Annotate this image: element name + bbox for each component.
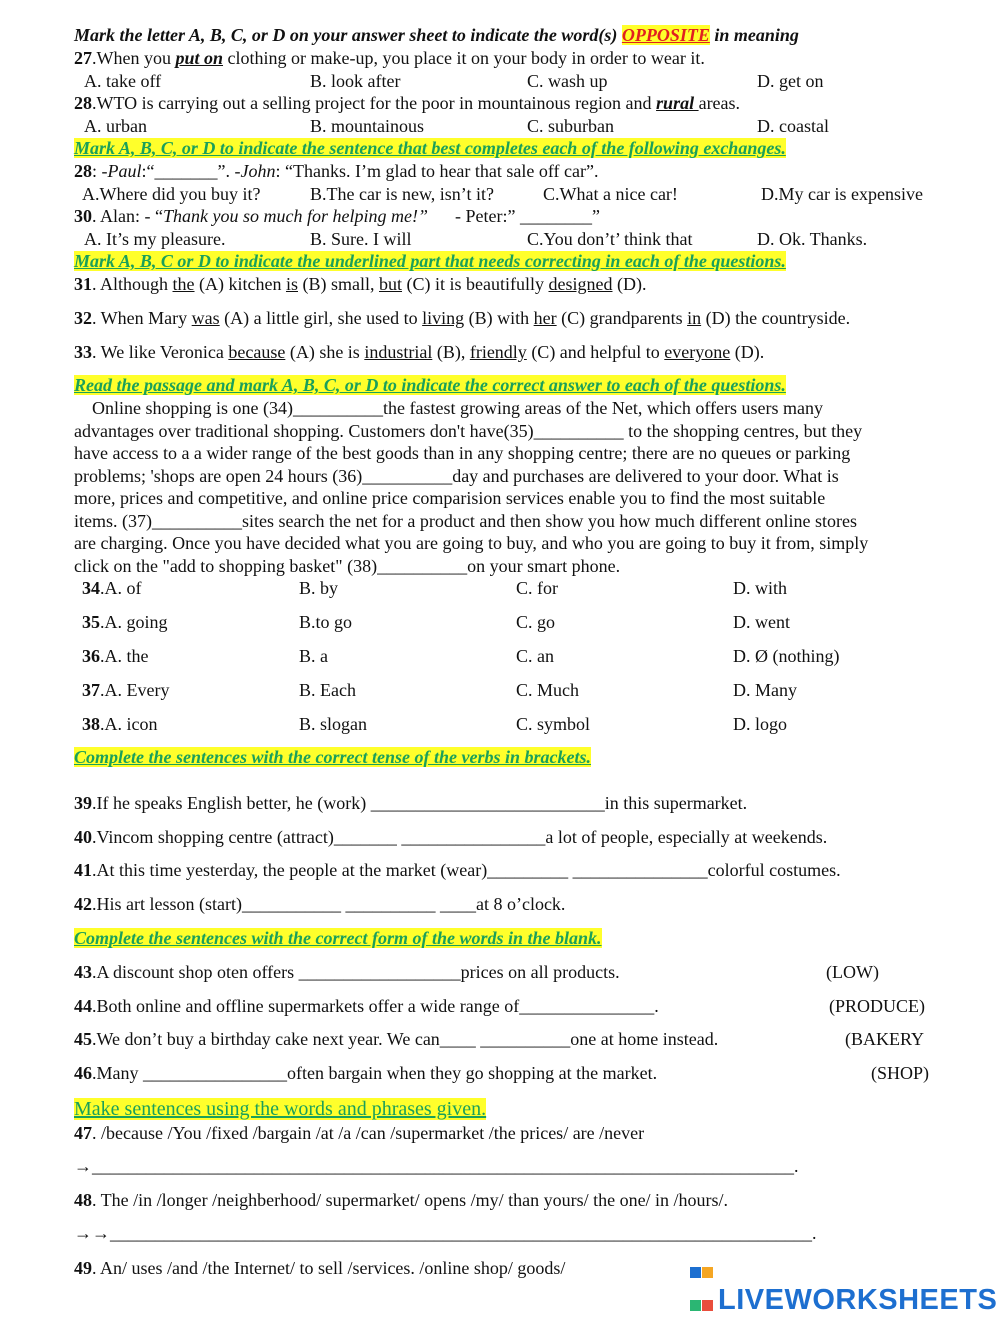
question-44[interactable]: 44.Both online and offline supermarkets offer a wide range of_______________. [74, 996, 659, 1016]
question-49: 49. An/ uses /and /the Internet/ to sell /services. /online shop/ goods/ [74, 1258, 566, 1278]
q27-option-b[interactable]: B. look after [310, 71, 401, 91]
section-header-word-form: Complete the sentences with the correct form of the words in the blank. [74, 928, 602, 948]
q35-option-b[interactable]: B.to go [299, 612, 353, 632]
question-43[interactable]: 43.A discount shop oten offers __________________prices on all products. [74, 962, 620, 982]
question-27: 27.When you put on clothing or make-up, you place it on your body in order to wear it. [74, 48, 705, 68]
section-header-opposite: Mark the letter A, B, C, or D on your answer sheet to indicate the word(s) OPPOSITE in meaning [74, 25, 799, 45]
section-header-passage: Read the passage and mark A, B, C, or D to indicate the correct answer to each of the questions. [74, 375, 786, 395]
passage-line: advantages over traditional shopping. Customers don't have(35)__________ to the shopping centres, but they [74, 421, 863, 441]
q37-option-b[interactable]: B. Each [299, 680, 356, 700]
q37-option-d[interactable]: D. Many [733, 680, 797, 700]
q29-option-a[interactable]: A.Where did you buy it? [82, 184, 261, 204]
q38-option-b[interactable]: B. slogan [299, 714, 368, 734]
question-45[interactable]: 45.We don’t buy a birthday cake next year. We can____ __________one at home instead. [74, 1029, 719, 1049]
q30-option-d[interactable]: D. Ok. Thanks. [757, 229, 868, 249]
q28-option-c[interactable]: C. suburban [527, 116, 614, 136]
q30-option-c[interactable]: C.You don’t’ think that [527, 229, 693, 249]
section-header-verbs: Complete the sentences with the correct tense of the verbs in brackets. [74, 747, 591, 767]
passage-line: click on the "add to shopping basket" (38)__________on your smart phone. [74, 556, 621, 576]
passage-line: have access to a a wider range of the best goods than in any shopping centre; there are no queues or parking [74, 443, 851, 463]
liveworksheets-logo-icon [690, 1254, 714, 1278]
q30-option-b[interactable]: B. Sure. I will [310, 229, 412, 249]
question-48: 48. The /in /longer /neighberhood/ supermarket/ opens /my/ than yours/ the one/ in /hours/. [74, 1190, 729, 1210]
q29-option-d[interactable]: D.My car is expensive [761, 184, 923, 204]
q35-option-c[interactable]: C. go [516, 612, 556, 632]
question-29: 28: -Paul:“_______”. -John: “Thanks. I’m glad to hear that sale off car”. [74, 161, 599, 181]
q38-option-c[interactable]: C. symbol [516, 714, 591, 734]
q35-option-d[interactable]: D. went [733, 612, 790, 632]
section-header-correcting: Mark A, B, C or D to indicate the underlined part that needs correcting in each of the questions. [74, 251, 786, 271]
question-31: 31. Although the (A) kitchen is (B) small, but (C) it is beautifully designed (D). [74, 274, 647, 294]
question-42[interactable]: 42.His art lesson (start)___________ __________ ____at 8 o’clock. [74, 894, 566, 914]
liveworksheets-logo[interactable]: LIVEWORKSHEETS [690, 1254, 997, 1317]
q45-hint: (BAKERY [845, 1029, 925, 1049]
q28-option-d[interactable]: D. coastal [757, 116, 829, 136]
q30-option-a[interactable]: A. It’s my pleasure. [84, 229, 226, 249]
section-header-exchanges: Mark A, B, C, or D to indicate the sentence that best completes each of the following exchanges. [74, 138, 786, 158]
section-header-make-sentences: Make sentences using the words and phrases given. [74, 1098, 487, 1120]
q38-option-a[interactable]: 38.A. icon [82, 714, 158, 734]
passage-line: more, prices and competitive, and online price comparision services enable you to find the most suitable [74, 488, 826, 508]
opposite-highlight: OPPOSITE [621, 25, 710, 45]
answer-line-48[interactable]: →→______________________________________________________________________________. [74, 1223, 817, 1243]
q46-hint: (SHOP) [871, 1063, 930, 1083]
passage-line: are charging. Once you have decided what you are going to buy, and who you are going to buy it from, simply [74, 533, 869, 553]
q27-option-d[interactable]: D. get on [757, 71, 824, 91]
q34-option-c[interactable]: C. for [516, 578, 558, 598]
question-41[interactable]: 41.At this time yesterday, the people at the market (wear)_________ _______________colorful costumes. [74, 860, 841, 880]
q29-option-c[interactable]: C.What a nice car! [543, 184, 678, 204]
q43-hint: (LOW) [826, 962, 879, 982]
question-47: 47. /because /You /fixed /bargain /at /a /can /supermarket /the prices/ are /never [74, 1123, 645, 1143]
passage-line: Online shopping is one (34)__________the fastest growing areas of the Net, which offers users many [74, 398, 824, 418]
passage-line: problems; 'shops are open 24 hours (36)__________day and purchases are delivered to your door. What is [74, 466, 839, 486]
question-46[interactable]: 46.Many ________________often bargain when they go shopping at the market. [74, 1063, 658, 1083]
q34-option-a[interactable]: 34.A. of [82, 578, 142, 598]
question-33: 33. We like Veronica because (A) she is industrial (B), friendly (C) and helpful to everyone (D). [74, 342, 765, 362]
q34-option-d[interactable]: D. with [733, 578, 787, 598]
q37-option-c[interactable]: C. Much [516, 680, 579, 700]
answer-line-47[interactable]: →______________________________________________________________________________. [74, 1156, 799, 1176]
q44-hint: (PRODUCE) [829, 996, 926, 1016]
q36-option-d[interactable]: D. Ø (nothing) [733, 646, 840, 666]
question-40[interactable]: 40.Vincom shopping centre (attract)_______ ________________a lot of people, especially at weekends. [74, 827, 828, 847]
q35-option-a[interactable]: 35.A. going [82, 612, 168, 632]
question-39[interactable]: 39.If he speaks English better, he (work) __________________________in this supermarket. [74, 793, 748, 813]
q28-option-a[interactable]: A. urban [84, 116, 147, 136]
q36-option-c[interactable]: C. an [516, 646, 554, 666]
question-28: 28.WTO is carrying out a selling project for the poor in mountainous region and rural areas. [74, 93, 741, 113]
q36-option-a[interactable]: 36.A. the [82, 646, 149, 666]
question-32: 32. When Mary was (A) a little girl, she used to living (B) with her (C) grandparents in (D) the countryside. [74, 308, 851, 328]
q29-option-b[interactable]: B.The car is new, isn’t it? [310, 184, 494, 204]
q36-option-b[interactable]: B. a [299, 646, 328, 666]
q34-option-b[interactable]: B. by [299, 578, 339, 598]
question-30: 30. Alan: - “Thank you so much for helping me!” - Peter:” ________” [74, 206, 600, 226]
passage-line: items. (37)__________sites search the net for a product and then show you how much different online stores [74, 511, 857, 531]
q37-option-a[interactable]: 37.A. Every [82, 680, 170, 700]
q27-option-c[interactable]: C. wash up [527, 71, 608, 91]
q28-option-b[interactable]: B. mountainous [310, 116, 425, 136]
q27-option-a[interactable]: A. take off [84, 71, 162, 91]
q38-option-d[interactable]: D. logo [733, 714, 787, 734]
